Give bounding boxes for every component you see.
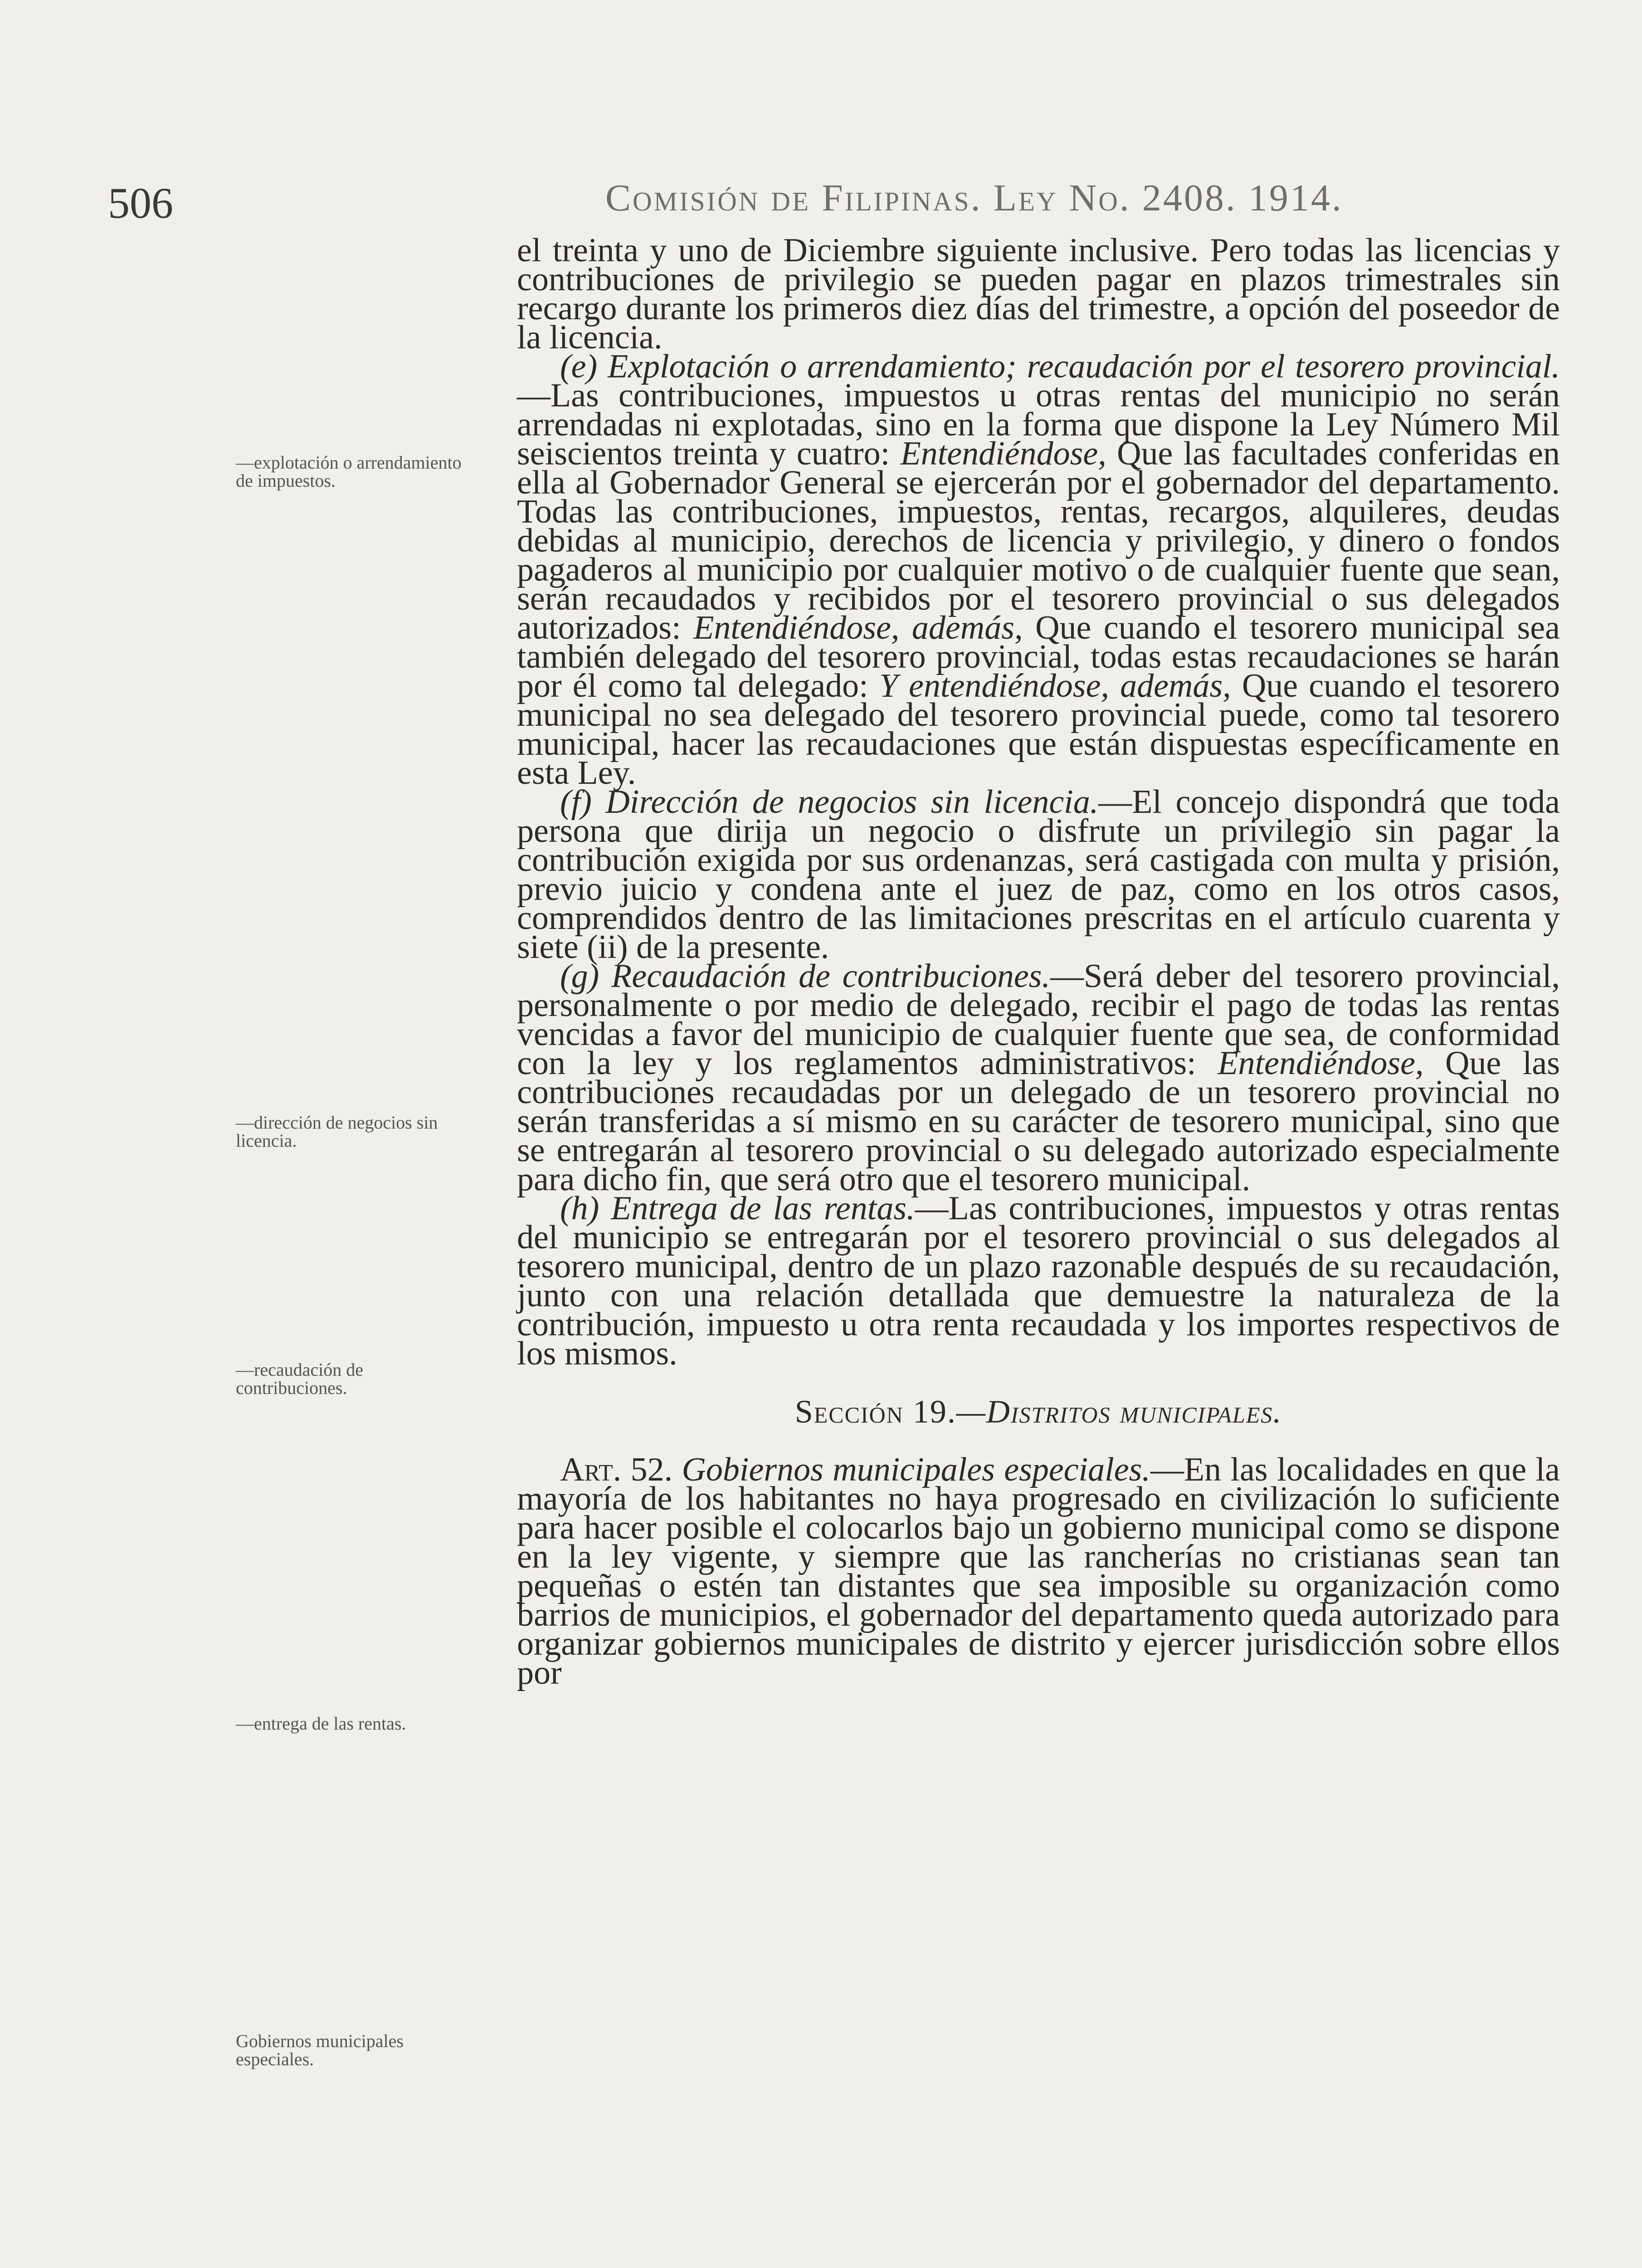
clause-label: (e) [560, 348, 598, 385]
clause-text: —Será deber del tesorero provincial, personalmente o por medio de delegado, recibir el pago de todas las rentas vencidas a favor del municipio de cualquier fuente que sea, de conformidad con la ley y los reglamentos administrativos: [517, 958, 1560, 1082]
paragraph-text: el treinta y uno de Diciembre siguiente inclusive. Pero todas las licencias y contribuciones de privilegio se pueden pagar en plazos trimestrales sin recargo durante los primeros diez días del trimestre, a opción del poseedor de la licencia. [517, 232, 1560, 356]
section-label: Sección 19. [794, 1393, 956, 1430]
paragraph-continuation [517, 232, 1560, 356]
paragraph-h [517, 1190, 1560, 1372]
margin-note-entrega: —entrega de las rentas. [236, 1713, 406, 1734]
page-number: 506 [108, 179, 173, 227]
clause-title: Dirección de negocios sin licencia. [605, 783, 1099, 821]
paragraph-e [517, 348, 1560, 792]
clause-label: (f) [560, 783, 592, 821]
proviso: Entendiéndose, además, [693, 609, 1023, 646]
margin-note-gobiernos: Gobiernos municipales especiales. [236, 2031, 404, 2069]
paragraph-f [517, 783, 1560, 966]
clause-text: —Las contribuciones, impuestos u otras rentas del municipio no serán arrendadas ni explotadas, sino en la forma que dispone la Ley Número Mil seiscientos treinta y cuatro: [517, 377, 1560, 472]
clause-text: Que cuando el tesorero municipal sea también delegado del tesorero provincial, todas estas recaudaciones se harán por él como tal delegado: [517, 609, 1560, 704]
paragraph-g [517, 958, 1560, 1198]
running-head: Comisión de Filipinas. Ley No. 2408. 1914. [605, 177, 1343, 219]
clause-text: Que las contribuciones recaudadas por un delegado de un tesorero provincial no serán transferidas a sí mismo en su carácter de tesorero municipal, sino que se entregarán al tesorero provincial o su delegado autorizado especialmente para dicho fin, que será otro que el tesorero municipal. [517, 1045, 1560, 1198]
article-label: Art. 52. [560, 1451, 673, 1488]
clause-title: Entrega de las rentas. [611, 1190, 915, 1227]
article-52 [517, 1451, 1560, 1691]
section-heading [517, 1393, 1560, 1430]
section-title: —Distritos municipales. [956, 1393, 1282, 1430]
clause-label: (h) [560, 1190, 599, 1227]
article-title: Gobiernos municipales especiales. [682, 1451, 1150, 1488]
clause-label: (g) [560, 958, 599, 995]
margin-note-direccion: —dirección de negocios sin licencia. [236, 1112, 438, 1151]
proviso: Entendiéndose, [900, 435, 1106, 472]
margin-note-explotacion: —explotación o arrendamiento de impuestos. [236, 452, 462, 491]
clause-text: Que cuando el tesorero municipal no sea delegado del tesorero provincial puede, como tal tesorero municipal, hacer las recaudaciones que están dispuestas específicamente en esta Ley. [517, 667, 1560, 792]
margin-note-recaudacion: —recaudación de contribuciones. [236, 1359, 363, 1398]
article-text: —En las localidades en que la mayoría de los habitantes no haya progresado en civilización lo suficiente para hacer posible el colocarlos bajo un gobierno municipal como se dispone en la ley vigente, y siempre que las rancherías no cristianas sean tan pequeñas o estén tan distantes que sea imposible su organización como barrios de municipios, el gobernador del departamento queda autorizado para organizar gobiernos municipales de distrito y ejercer jurisdicción sobre ellos por [517, 1451, 1560, 1691]
body-text [517, 232, 1560, 1691]
clause-text: Que las facultades conferidas en ella al Gobernador General se ejercerán por el gobernador del departamento. Todas las contribuciones, impuestos, rentas, recargos, alquileres, deudas debidas al municipio, derechos de licencia y privilegio, y dinero o fondos pagaderos al municipio por cualquier motivo o de cualquier fuente que sean, serán recaudados y recibidos por el tesorero provincial o sus delegados autorizados: [517, 435, 1560, 646]
clause-text: —El concejo dispondrá que toda persona que dirija un negocio o disfrute un privilegio sin pagar la contribución exigida por sus ordenanzas, será castigada con multa y prisión, previo juicio y condena ante el juez de paz, como en los otros casos, comprendidos dentro de las limitaciones prescritas en el artículo cuarenta y siete (ii) de la presente. [517, 783, 1560, 966]
proviso: Entendiéndose, [1218, 1045, 1424, 1082]
clause-title: Recaudación de contribuciones. [611, 958, 1050, 995]
clause-title: Explotación o arrendamiento; recaudación por el tesorero provincial. [607, 348, 1560, 385]
clause-text: —Las contribuciones, impuestos y otras rentas del municipio se entregarán por el tesorero provincial o sus delegados al tesorero municipal, dentro de un plazo razonable después de su recaudación, junto con una relación detallada que demuestre la naturaleza de la contribución, impuesto u otra renta recaudada y los importes respectivos de los mismos. [517, 1190, 1560, 1372]
proviso: Y entendiéndose, además, [879, 667, 1231, 704]
